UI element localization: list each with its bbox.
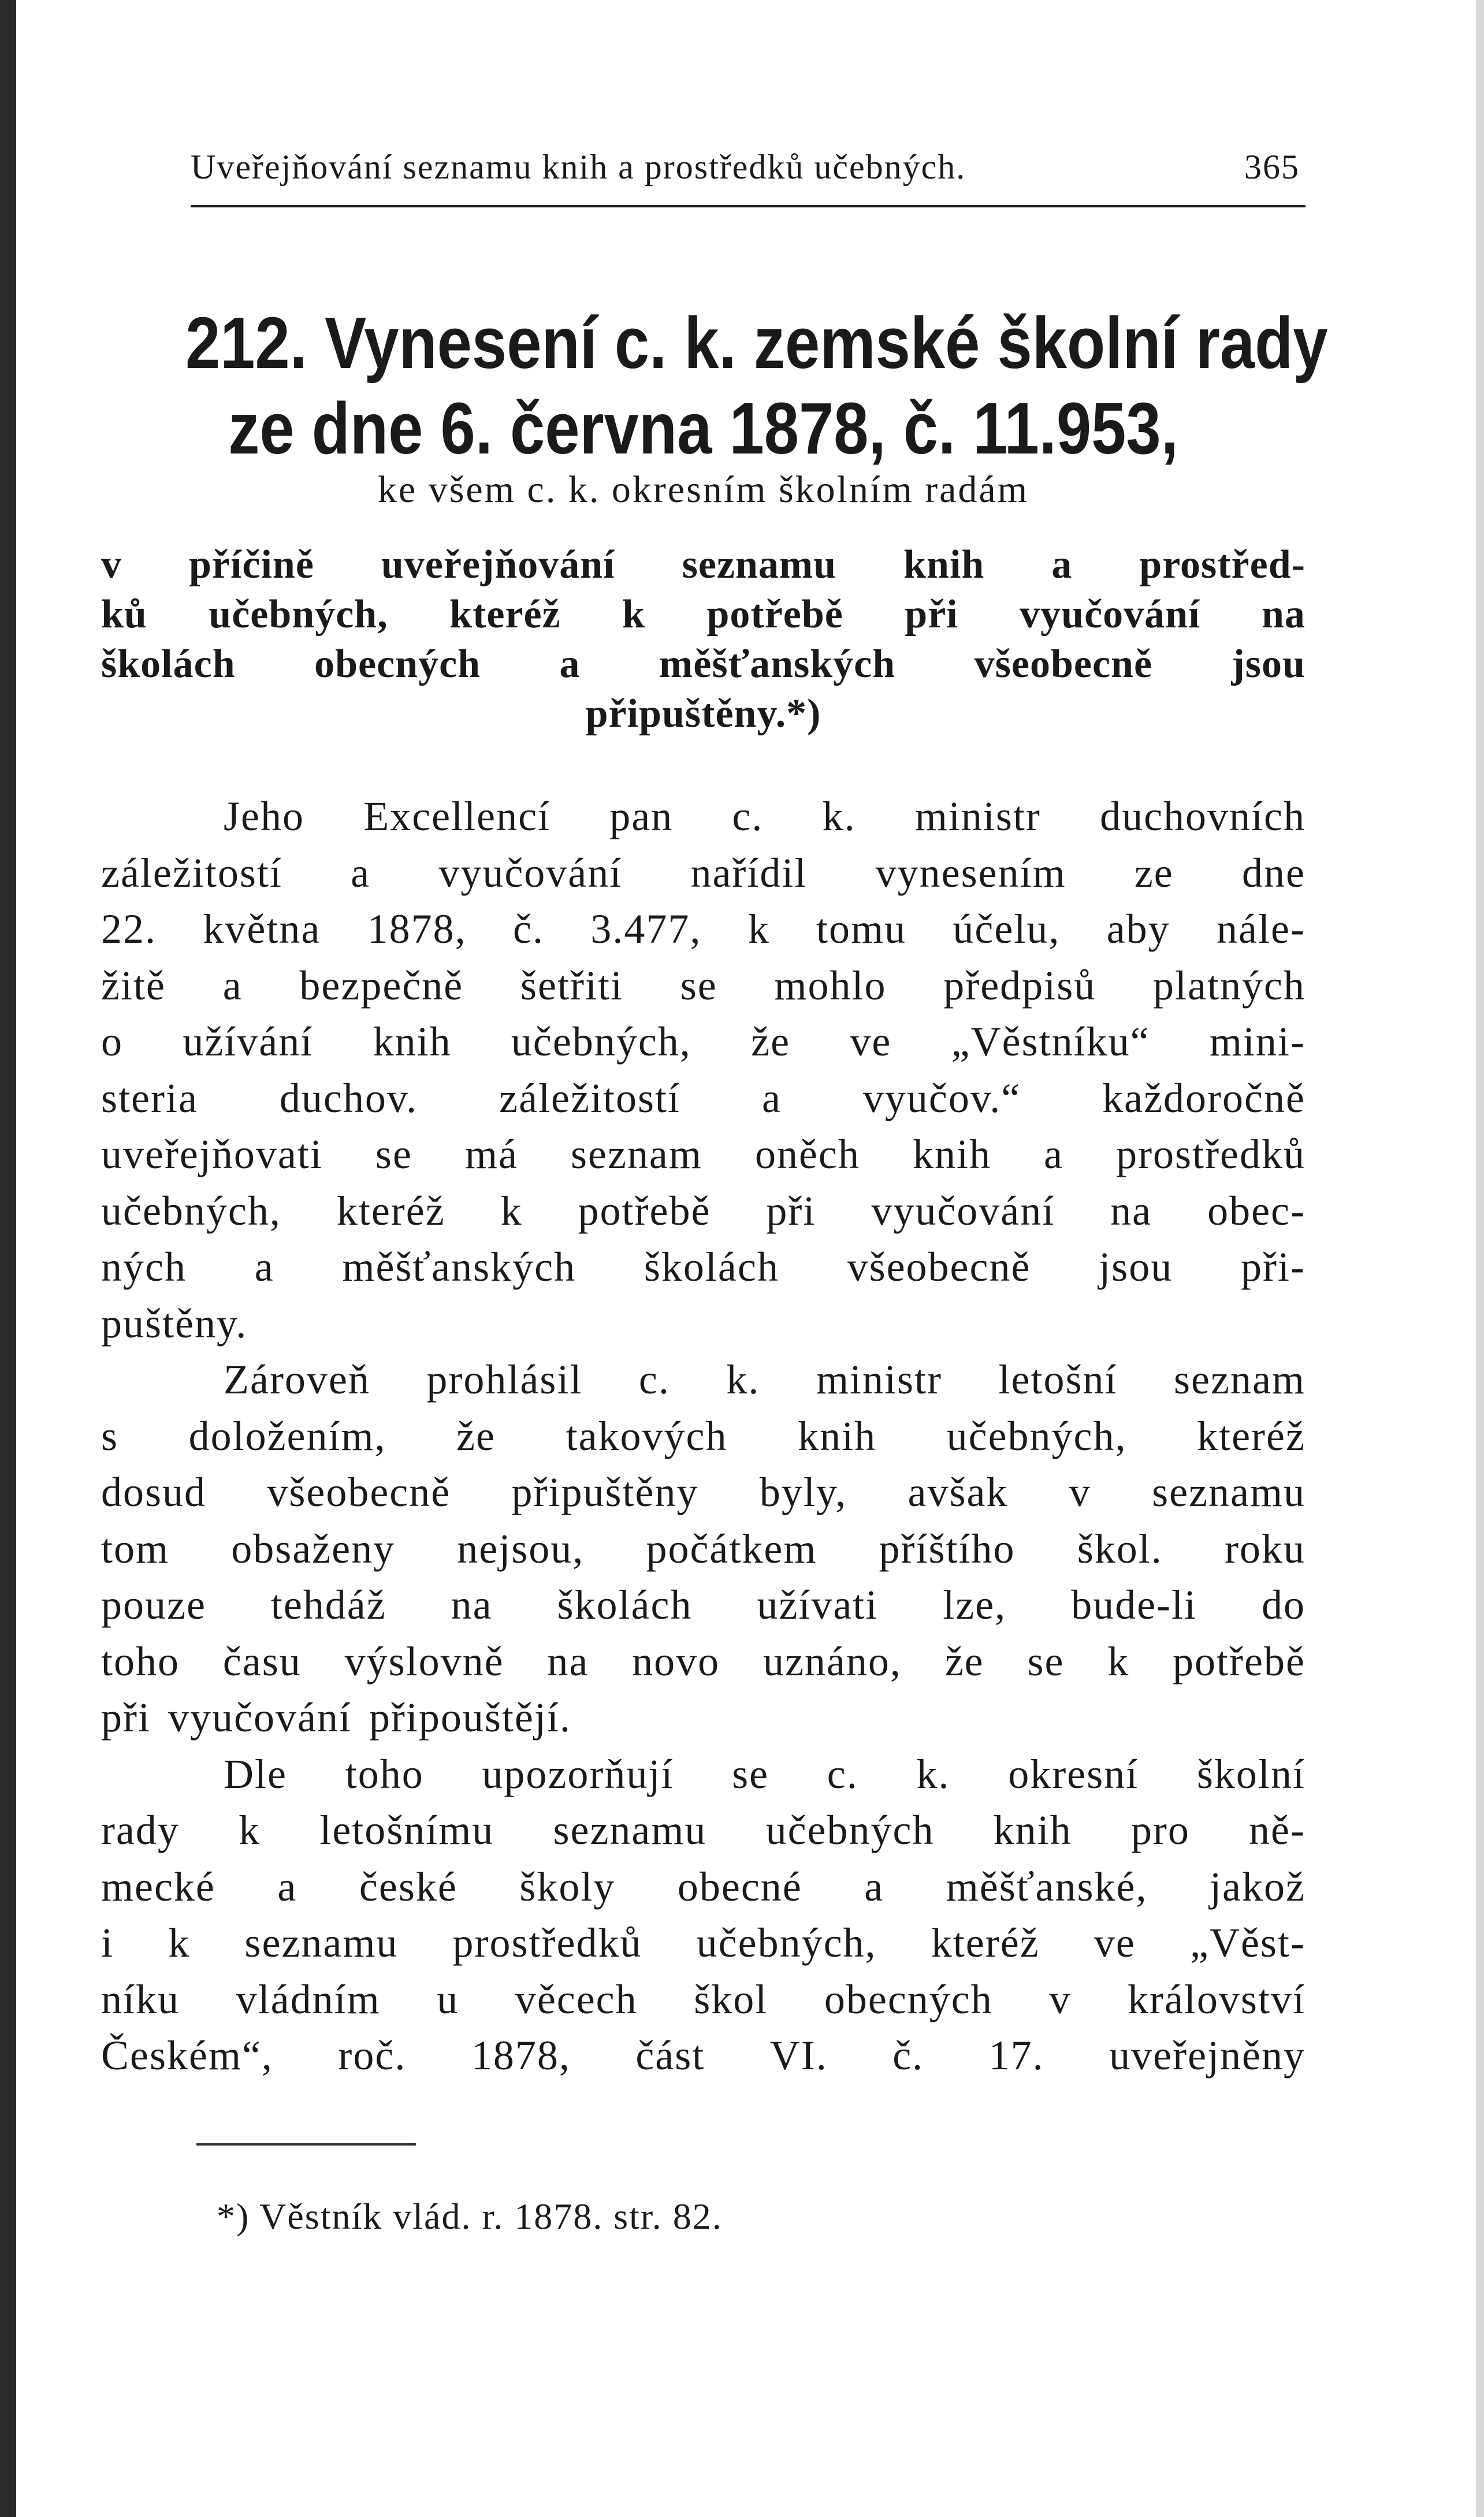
word: byly,	[759, 1469, 847, 1515]
subject-line	[101, 540, 1306, 590]
word: školy	[519, 1863, 616, 1910]
word: vyučování	[168, 1694, 352, 1741]
word: uveřejňovati	[101, 1131, 323, 1177]
word: knih	[912, 1131, 991, 1177]
word: aby	[1106, 906, 1170, 952]
word: Českém“,	[101, 2032, 273, 2079]
word: vyučování	[438, 849, 623, 896]
word: kteréž	[336, 1187, 445, 1234]
word: i	[101, 1920, 114, 1966]
word: uveřejněny	[1109, 2032, 1306, 2079]
word: mecké	[101, 1863, 215, 1910]
word: obec-	[1207, 1187, 1306, 1234]
word: doložením,	[188, 1412, 386, 1459]
word: o	[101, 1018, 123, 1065]
word: lze,	[943, 1582, 1007, 1628]
word: knih	[373, 1018, 452, 1065]
word: letošní	[998, 1356, 1118, 1403]
page-binding-edge	[0, 0, 16, 2517]
subject-line	[101, 590, 1306, 640]
word: se	[375, 1131, 412, 1177]
word: při	[905, 592, 958, 637]
word: seznamu	[682, 542, 837, 587]
word: kteréž	[449, 592, 561, 637]
word: a	[1051, 542, 1073, 587]
word: že	[456, 1412, 496, 1459]
word: ných	[101, 1244, 187, 1290]
word: v	[101, 542, 122, 587]
word: se	[1027, 1638, 1065, 1685]
word: a	[559, 642, 581, 686]
word: letošnímu	[319, 1807, 494, 1853]
word: duchovních	[1100, 793, 1306, 839]
text-line	[101, 1014, 1306, 1070]
word: dne	[1242, 849, 1306, 896]
word: jsou	[1099, 1244, 1173, 1290]
word: roku	[1224, 1525, 1306, 1572]
text-line	[101, 1352, 1306, 1408]
word: puštěny.	[101, 1300, 248, 1347]
word: května	[203, 906, 321, 952]
word: knih	[798, 1412, 877, 1459]
word: uznáno,	[763, 1638, 902, 1685]
word: učebných,	[696, 1920, 877, 1966]
word: a	[222, 962, 243, 1009]
word: k.	[726, 1356, 760, 1403]
word: času	[222, 1638, 302, 1685]
text-line	[101, 1408, 1306, 1465]
word: záležitostí	[101, 849, 282, 896]
word: ků	[101, 592, 147, 637]
word: okresní	[1008, 1750, 1139, 1797]
word: pro	[1130, 1807, 1190, 1853]
word: avšak	[907, 1469, 1009, 1515]
word: 3.477,	[590, 906, 702, 952]
word: seznam	[571, 1131, 702, 1177]
word: účelu,	[953, 906, 1061, 952]
subject-heading	[101, 540, 1306, 739]
word: ministr	[816, 1356, 942, 1403]
word: rady	[101, 1807, 180, 1853]
word: a	[1044, 1131, 1063, 1177]
word: žitě	[101, 962, 166, 1009]
word: školách	[557, 1582, 693, 1628]
word: příčině	[188, 542, 314, 587]
word: připuštěny.*)	[585, 691, 821, 736]
paragraph-3	[101, 1746, 1306, 2084]
word: Zároveň	[224, 1356, 370, 1403]
word: 17.	[988, 2032, 1044, 2079]
word: u	[437, 1976, 459, 2022]
word: dosud	[101, 1469, 207, 1515]
word: měšťanských	[342, 1244, 577, 1290]
text-line	[101, 1183, 1306, 1240]
word: záležitostí	[499, 1075, 681, 1121]
word: Jeho	[224, 793, 304, 839]
word: že	[751, 1018, 791, 1065]
text-line	[101, 1296, 1306, 1352]
text-line	[101, 901, 1306, 958]
word: výslovně	[344, 1638, 504, 1685]
word: školách	[101, 642, 236, 686]
word: upozorňují	[482, 1750, 674, 1797]
word: měšťanské,	[946, 1863, 1148, 1910]
word: č.	[513, 906, 544, 952]
word: že	[944, 1638, 984, 1685]
word: vyučování	[1020, 592, 1200, 637]
word: všeobecně	[847, 1244, 1031, 1290]
word: a	[761, 1075, 782, 1121]
word: k.	[822, 793, 856, 839]
paragraph-1	[101, 789, 1306, 1352]
word: Excellencí	[363, 793, 551, 839]
word: se	[732, 1750, 769, 1797]
word: na	[547, 1638, 589, 1685]
word: ve	[850, 1018, 892, 1065]
word: při	[101, 1694, 151, 1741]
word: k	[747, 906, 770, 952]
word: ně-	[1249, 1807, 1306, 1853]
word: k	[1107, 1638, 1130, 1685]
word: toho	[101, 1638, 180, 1685]
word: předpisů	[943, 962, 1096, 1009]
word: duchov.	[279, 1075, 418, 1121]
text-line	[101, 2028, 1306, 2084]
word: „Věstníku“	[951, 1018, 1150, 1065]
word: ve	[1094, 1920, 1136, 1966]
text-line	[101, 1126, 1306, 1183]
word: připouštějí.	[369, 1694, 571, 1741]
word: k	[168, 1920, 191, 1966]
text-line	[101, 845, 1306, 902]
word: seznamu	[1152, 1469, 1306, 1515]
word: při	[766, 1187, 816, 1234]
word: novo	[632, 1638, 720, 1685]
page-right-edge	[1476, 0, 1484, 2517]
word: a	[351, 849, 371, 896]
word: a	[277, 1863, 297, 1910]
word: kteréž	[931, 1920, 1040, 1966]
word: pouze	[101, 1582, 206, 1628]
word: šetřiti	[520, 962, 623, 1009]
word: s	[101, 1412, 119, 1459]
word: a	[254, 1244, 274, 1290]
word: učebných	[765, 1807, 935, 1853]
word: Dle	[224, 1750, 287, 1797]
word: 22.	[101, 906, 157, 952]
word: č.	[892, 2032, 924, 2079]
word: tom	[101, 1525, 170, 1572]
word: české	[359, 1863, 458, 1910]
body-text	[101, 789, 1306, 2084]
subject-line	[101, 689, 1306, 739]
word: příštího	[879, 1525, 1016, 1572]
word: všeobecně	[267, 1469, 451, 1515]
word: připuštěny	[511, 1469, 699, 1515]
word: obecných	[824, 1976, 993, 2022]
word: počátkem	[646, 1525, 817, 1572]
word: tomu	[816, 906, 907, 952]
text-line	[101, 1690, 1306, 1746]
word: vyučov.“	[862, 1075, 1021, 1121]
text-line	[101, 1070, 1306, 1127]
word: království	[1127, 1976, 1306, 2022]
word: do	[1261, 1582, 1306, 1628]
word: seznamu	[553, 1807, 707, 1853]
word: škol.	[1077, 1525, 1163, 1572]
word: škol	[694, 1976, 768, 2022]
word: na	[1261, 592, 1306, 637]
word: oněch	[754, 1131, 860, 1177]
word: vynesením	[875, 849, 1066, 896]
text-line	[101, 1746, 1306, 1803]
word: obecných	[314, 642, 481, 686]
word: ze	[1134, 849, 1174, 896]
word: VI.	[769, 2032, 828, 2079]
word: má	[464, 1131, 518, 1177]
word: jsou	[1231, 642, 1306, 686]
book-page	[101, 0, 1328, 2517]
word: c.	[638, 1356, 670, 1403]
word: c.	[827, 1750, 858, 1797]
text-line	[101, 1915, 1306, 1972]
word: prohlásil	[426, 1356, 583, 1403]
word: knih	[993, 1807, 1072, 1853]
word: 1878,	[471, 2032, 571, 2079]
word: takových	[566, 1412, 728, 1459]
word: měšťanských	[659, 642, 896, 686]
text-line	[101, 1239, 1306, 1296]
paragraph-2	[101, 1352, 1306, 1746]
word: učebných,	[101, 1187, 281, 1234]
word: mohlo	[774, 962, 887, 1009]
word: knih	[903, 542, 985, 587]
word: užívání	[183, 1018, 314, 1065]
word: „Věst-	[1189, 1920, 1306, 1966]
text-line	[101, 1802, 1306, 1859]
word: potřebě	[578, 1187, 711, 1234]
word: učebných,	[209, 592, 388, 637]
word: všeobecně	[974, 642, 1153, 686]
word: steria	[101, 1075, 198, 1121]
word: obecné	[677, 1863, 802, 1910]
word: nařídil	[690, 849, 808, 896]
word: užívati	[757, 1582, 879, 1628]
word: školách	[644, 1244, 779, 1290]
word: mini-	[1209, 1018, 1306, 1065]
text-line	[101, 1521, 1306, 1578]
footnote: *) Věstník vlád. r. 1878. str. 82.	[217, 2196, 723, 2237]
word: vládním	[236, 1976, 381, 2022]
word: potřebě	[706, 592, 843, 637]
word: každoročně	[1102, 1075, 1306, 1121]
word: k	[239, 1807, 261, 1853]
word: roč.	[338, 2032, 407, 2079]
text-line	[101, 1577, 1306, 1634]
running-title: Uveřejňování seznamu knih a prostředků učebných.	[191, 148, 966, 186]
word: potřebě	[1173, 1638, 1306, 1685]
text-line	[101, 958, 1306, 1014]
word: jakož	[1210, 1863, 1306, 1910]
addressee-line: ke všem c. k. okresním školním radám	[377, 469, 1029, 511]
word: učebných,	[946, 1412, 1127, 1459]
subject-line	[101, 640, 1306, 689]
word: toho	[345, 1750, 424, 1797]
word: a	[864, 1863, 884, 1910]
word: platných	[1152, 962, 1306, 1009]
word: seznamu	[244, 1920, 399, 1966]
title-line-2: ze dne 6. června 1878, č. 11.953,	[228, 388, 1178, 469]
word: k	[622, 592, 646, 637]
word: k.	[916, 1750, 950, 1797]
word: prostřed-	[1139, 542, 1306, 587]
word: se	[680, 962, 717, 1009]
text-line	[101, 1972, 1306, 2028]
word: v	[1069, 1469, 1091, 1515]
word: při-	[1240, 1244, 1306, 1290]
word: na	[451, 1582, 493, 1628]
word: školní	[1196, 1750, 1306, 1797]
word: prostředků	[452, 1920, 642, 1966]
title-line-1: 212. Vynesení c. k. zemské školní rady	[185, 302, 1328, 384]
word: obsaženy	[231, 1525, 396, 1572]
running-header	[191, 147, 1300, 187]
word: tehdáž	[270, 1582, 386, 1628]
text-line	[101, 1464, 1306, 1521]
word: v	[1049, 1976, 1072, 2022]
word: vyučování	[871, 1187, 1055, 1234]
text-line	[101, 789, 1306, 845]
word: věcech	[515, 1976, 638, 2022]
word: nejsou,	[457, 1525, 585, 1572]
word: seznam	[1174, 1356, 1306, 1403]
word: na	[1110, 1187, 1152, 1234]
word: bezpečně	[299, 962, 464, 1009]
word: k	[500, 1187, 523, 1234]
text-line	[101, 1859, 1306, 1916]
word: část	[635, 2032, 705, 2079]
word: kteréž	[1197, 1412, 1306, 1459]
footnote-rule	[196, 2143, 416, 2146]
word: prostředků	[1116, 1131, 1306, 1177]
word: bude-li	[1071, 1582, 1197, 1628]
document-title	[185, 300, 1328, 471]
word: pan	[609, 793, 674, 839]
page-number: 365	[1244, 148, 1300, 186]
word: nále-	[1217, 906, 1306, 952]
word: níku	[101, 1976, 180, 2022]
word: učebných,	[511, 1018, 691, 1065]
word: c.	[732, 793, 764, 839]
word: uveřejňování	[381, 542, 615, 587]
text-line	[101, 1634, 1306, 1690]
word: ministr	[914, 793, 1041, 839]
word: 1878,	[367, 906, 467, 952]
header-rule	[191, 205, 1306, 207]
